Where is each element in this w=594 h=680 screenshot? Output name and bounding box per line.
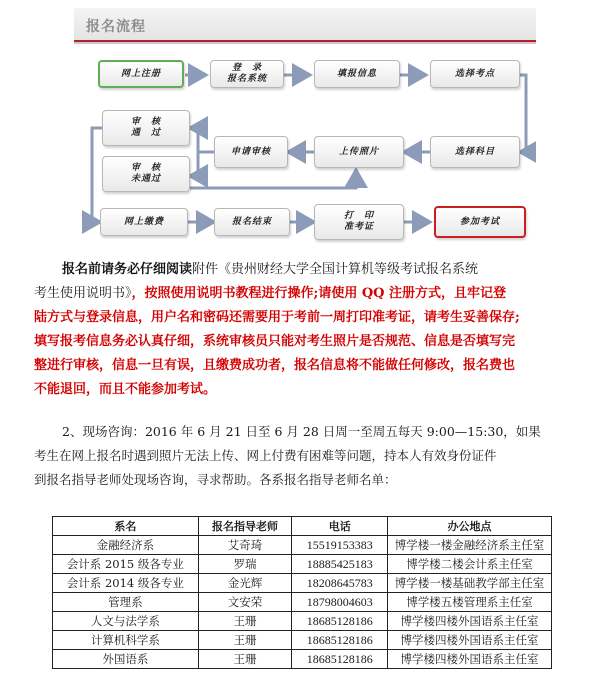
- cell-office: 博学楼四楼外国语系主任室: [388, 650, 552, 669]
- step-choose-site: 选择考点: [430, 60, 520, 88]
- step-pay-online: 网上缴费: [100, 208, 188, 236]
- table-row: [53, 593, 552, 612]
- cell-phone: 15519153383: [292, 536, 388, 555]
- consult-line-1: 2、现场咨询：2016 年 6 月 21 日至 6 月 28 日周一至周五每天 9:00—15:30，如果: [62, 424, 541, 439]
- table-row: [53, 536, 552, 555]
- step-print-admission: 打 印 准考证: [314, 204, 404, 240]
- cell-phone: 18685128186: [292, 650, 388, 669]
- cell-advisor: 艾奇琦: [198, 536, 292, 555]
- header-office: 办公地点: [388, 517, 552, 536]
- cell-department: 金融经济系: [53, 536, 199, 555]
- step-upload-photo: 上传照片: [314, 136, 404, 168]
- cell-advisor: 罗瑞: [198, 555, 292, 574]
- consult-line-3: 到报名指导老师处现场咨询，寻求帮助。各系报名指导老师名单：: [34, 472, 397, 487]
- cell-department: 管理系: [53, 593, 199, 612]
- cell-department: 计算机科学系: [53, 631, 199, 650]
- step-registration-end: 报名结束: [214, 208, 290, 236]
- arrow-fail-to-upload: [190, 170, 356, 188]
- notice-line-4: 填写报考信息务必认真仔细，系统审核员只能对考生照片是否规范、信息是否填写完: [34, 334, 516, 349]
- notice-line-2: 考生使用说明书》，按照使用说明书教程进行操作;请使用 QQ 注册方式，且牢记登: [34, 286, 507, 301]
- step-choose-subject: 选择科目: [430, 136, 520, 168]
- table-row: [53, 555, 552, 574]
- cell-advisor: 王珊: [198, 612, 292, 631]
- cell-advisor: 金光辉: [198, 574, 292, 593]
- cell-office: 博学楼四楼外国语系主任室: [388, 631, 552, 650]
- cell-phone: 18798004603: [292, 593, 388, 612]
- cell-phone: 18685128186: [292, 612, 388, 631]
- step-review-pass: 审 核 通 过: [102, 110, 190, 146]
- step-attend-exam: 参加考试: [434, 206, 526, 238]
- header-phone: 电话: [292, 517, 388, 536]
- cell-office: 博学楼二楼会计系主任室: [388, 555, 552, 574]
- cell-department: 会计系 2015 级各专业: [53, 555, 199, 574]
- cell-phone: 18885425183: [292, 555, 388, 574]
- cell-department: 会计系 2014 级各专业: [53, 574, 199, 593]
- notice-paragraph: [34, 258, 574, 402]
- consult-line-2: 考生在网上报名时遇到照片无法上传、网上付费有困难等问题，持本人有效身份证件: [34, 448, 497, 463]
- notice-line-5: 整进行审核，信息一旦有误，且缴费成功者，报名信息将不能做任何修改，报名费也: [34, 358, 516, 373]
- notice-line-6: 不能退回，而且不能参加考试。: [34, 382, 217, 397]
- cell-advisor: 王珊: [198, 631, 292, 650]
- header-advisor: 报名指导老师: [198, 517, 292, 536]
- cell-advisor: 文安荣: [198, 593, 292, 612]
- cell-office: 博学楼四楼外国语系主任室: [388, 612, 552, 631]
- cell-phone: 18685128186: [292, 631, 388, 650]
- table-row: [53, 612, 552, 631]
- notice-lead: 报名前请务必仔细阅读: [62, 262, 193, 277]
- cell-phone: 18208645783: [292, 574, 388, 593]
- cell-office: 博学楼一楼基础教学部主任室: [388, 574, 552, 593]
- cell-department: 人文与法学系: [53, 612, 199, 631]
- step-login-system: 登 录 报名系统: [210, 60, 284, 88]
- step-review-fail: 审 核 未通过: [102, 156, 190, 192]
- header-department: 系名: [53, 517, 199, 536]
- table-header-row: [53, 517, 552, 536]
- step-apply-review: 申请审核: [214, 136, 288, 168]
- notice-line-3: 陆方式与登录信息，用户名和密码还需要用于考前一周打印准考证，请考生妥善保存;: [34, 310, 520, 325]
- table-row: [53, 574, 552, 593]
- table-row: [53, 650, 552, 669]
- cell-department: 外国语系: [53, 650, 199, 669]
- flow-title: 报名流程: [86, 19, 146, 35]
- notice-line-1: 报名前请务必仔细阅读附件《贵州财经大学全国计算机等级考试报名系统: [62, 262, 479, 277]
- advisor-table: [52, 516, 552, 669]
- consult-paragraph: [34, 420, 574, 492]
- step-online-register: 网上注册: [98, 60, 184, 88]
- table-row: [53, 631, 552, 650]
- cell-office: 博学楼一楼金融经济系主任室: [388, 536, 552, 555]
- step-fill-info: 填报信息: [314, 60, 400, 88]
- arrow-apply-to-pass: [190, 128, 214, 152]
- registration-flow-diagram: [74, 8, 536, 254]
- arrow-apply-to-fail: [190, 152, 198, 176]
- cell-advisor: 王珊: [198, 650, 292, 669]
- arrow-site-to-subject: [520, 75, 526, 152]
- cell-office: 博学楼五楼管理系主任室: [388, 593, 552, 612]
